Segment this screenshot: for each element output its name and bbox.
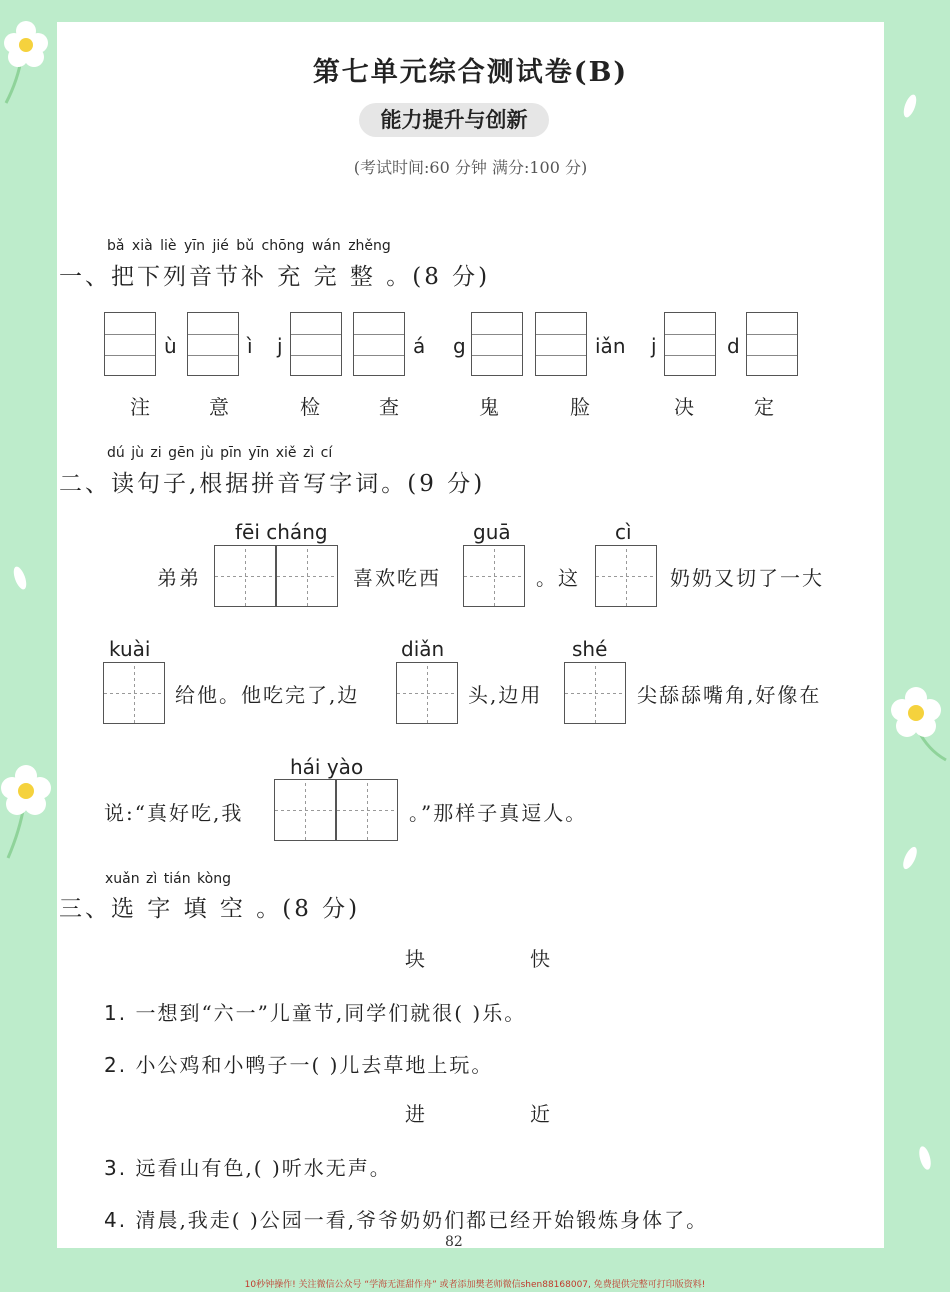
- character-writing-box[interactable]: [595, 545, 657, 607]
- pinyin-hint: hái yào: [290, 755, 364, 779]
- pinyin-segment: ù: [164, 334, 177, 358]
- question-number: 1.: [104, 1001, 128, 1025]
- question-number: 4.: [104, 1208, 128, 1232]
- pinyin-hint: kuài: [109, 637, 151, 661]
- flower-decoration-icon: [888, 680, 950, 770]
- pinyin-segment: á: [413, 334, 426, 358]
- section3-pinyin: xuǎn zì tián kòng: [105, 871, 231, 887]
- pinyin-hint: shé: [572, 637, 608, 661]
- section1-pinyin: bǎ xià liè yīn jié bǔ chōng wán zhěng: [107, 238, 391, 254]
- pinyin-writing-box[interactable]: [471, 312, 523, 376]
- leaf-decoration-icon: [5, 560, 35, 600]
- sentence-text: 给他。他吃完了,边: [175, 683, 360, 707]
- sentence-text: 弟弟: [157, 566, 201, 590]
- question-number: 3.: [104, 1156, 128, 1180]
- target-character: 脸: [570, 395, 590, 419]
- target-character: 定: [754, 395, 774, 419]
- pinyin-segment: j: [277, 334, 283, 358]
- target-character: 意: [209, 395, 229, 419]
- target-character: 检: [300, 395, 320, 419]
- choice-character: 块: [405, 947, 425, 971]
- sentence-text: 尖舔舔嘴角,好像在: [637, 683, 822, 707]
- pinyin-writing-box[interactable]: [664, 312, 716, 376]
- page-number: 82: [445, 1234, 463, 1250]
- worksheet-page: [57, 22, 884, 1248]
- question-item: [104, 997, 526, 1026]
- question-text[interactable]: 小公鸡和小鸭子一( )儿去草地上玩。: [135, 1053, 494, 1077]
- character-writing-box[interactable]: [396, 662, 458, 724]
- question-text[interactable]: 一想到“六一”儿童节,同学们就很( )乐。: [135, 1001, 527, 1025]
- sentence-text: 说:“真好吃,我: [104, 801, 244, 825]
- character-writing-box[interactable]: [274, 779, 336, 841]
- pinyin-segment: j: [651, 334, 657, 358]
- pinyin-writing-box[interactable]: [746, 312, 798, 376]
- choice-character: 进: [405, 1102, 425, 1126]
- character-writing-box[interactable]: [276, 545, 338, 607]
- character-writing-box[interactable]: [463, 545, 525, 607]
- leaf-decoration-icon: [910, 1140, 940, 1180]
- question-item: [104, 1152, 392, 1181]
- target-character: 决: [674, 395, 694, 419]
- character-writing-box[interactable]: [214, 545, 276, 607]
- pinyin-segment: ì: [247, 334, 253, 358]
- section2-pinyin: dú jù zi gēn jù pīn yīn xiě zì cí: [107, 445, 333, 461]
- flower-decoration-icon: [0, 15, 60, 105]
- choice-character: 快: [530, 947, 550, 971]
- sentence-text: 。这: [536, 566, 580, 590]
- pinyin-writing-box[interactable]: [535, 312, 587, 376]
- character-writing-box[interactable]: [336, 779, 398, 841]
- pinyin-writing-box[interactable]: [187, 312, 239, 376]
- target-character: 注: [130, 395, 150, 419]
- leaf-decoration-icon: [895, 88, 925, 128]
- character-writing-box[interactable]: [564, 662, 626, 724]
- choice-character: 近: [530, 1102, 550, 1126]
- section2-heading: 二、读句子,根据拼音写字词。(9 分): [59, 471, 486, 497]
- pinyin-writing-box[interactable]: [104, 312, 156, 376]
- target-character: 查: [379, 395, 399, 419]
- flower-decoration-icon: [0, 760, 60, 860]
- page-title: 第七单元综合测试卷(B): [312, 57, 629, 88]
- pinyin-writing-box[interactable]: [290, 312, 342, 376]
- pinyin-segment: d: [727, 334, 740, 358]
- sentence-text: 头,边用: [468, 683, 543, 707]
- target-character: 鬼: [479, 395, 499, 419]
- pinyin-segment: g: [453, 334, 466, 358]
- section1-heading: 一、把下列音节补 充 完 整 。(8 分): [59, 264, 491, 290]
- pinyin-hint: guā: [473, 520, 511, 544]
- question-number: 2.: [104, 1053, 128, 1077]
- sentence-text: 奶奶又切了一大: [670, 566, 824, 590]
- pinyin-hint: cì: [615, 520, 632, 544]
- pinyin-writing-box[interactable]: [353, 312, 405, 376]
- question-text[interactable]: 清晨,我走( )公园一看,爷爷奶奶们都已经开始锻炼身体了。: [135, 1208, 709, 1232]
- question-item: [104, 1204, 708, 1233]
- leaf-decoration-icon: [895, 840, 925, 880]
- pinyin-hint: diǎn: [401, 637, 445, 661]
- sentence-text: 。”那样子真逗人。: [409, 801, 588, 825]
- footer-notice: 10秒钟操作! 关注微信公众号 “学海无涯甜作舟” 或者添加樊老师微信shen88168007, 免费提供完整可打印版资料!: [244, 1280, 706, 1290]
- pinyin-segment: iǎn: [595, 334, 626, 358]
- sentence-text: 喜欢吃西: [353, 566, 441, 590]
- pinyin-hint: fēi cháng: [235, 520, 328, 544]
- subtitle-badge: 能力提升与创新: [359, 103, 549, 137]
- question-text[interactable]: 远看山有色,( )听水无声。: [135, 1156, 392, 1180]
- exam-info: (考试时间:60 分钟 满分:100 分): [353, 158, 588, 177]
- question-item: [104, 1049, 493, 1078]
- character-writing-box[interactable]: [103, 662, 165, 724]
- section3-heading: 三、选 字 填 空 。(8 分): [59, 896, 361, 922]
